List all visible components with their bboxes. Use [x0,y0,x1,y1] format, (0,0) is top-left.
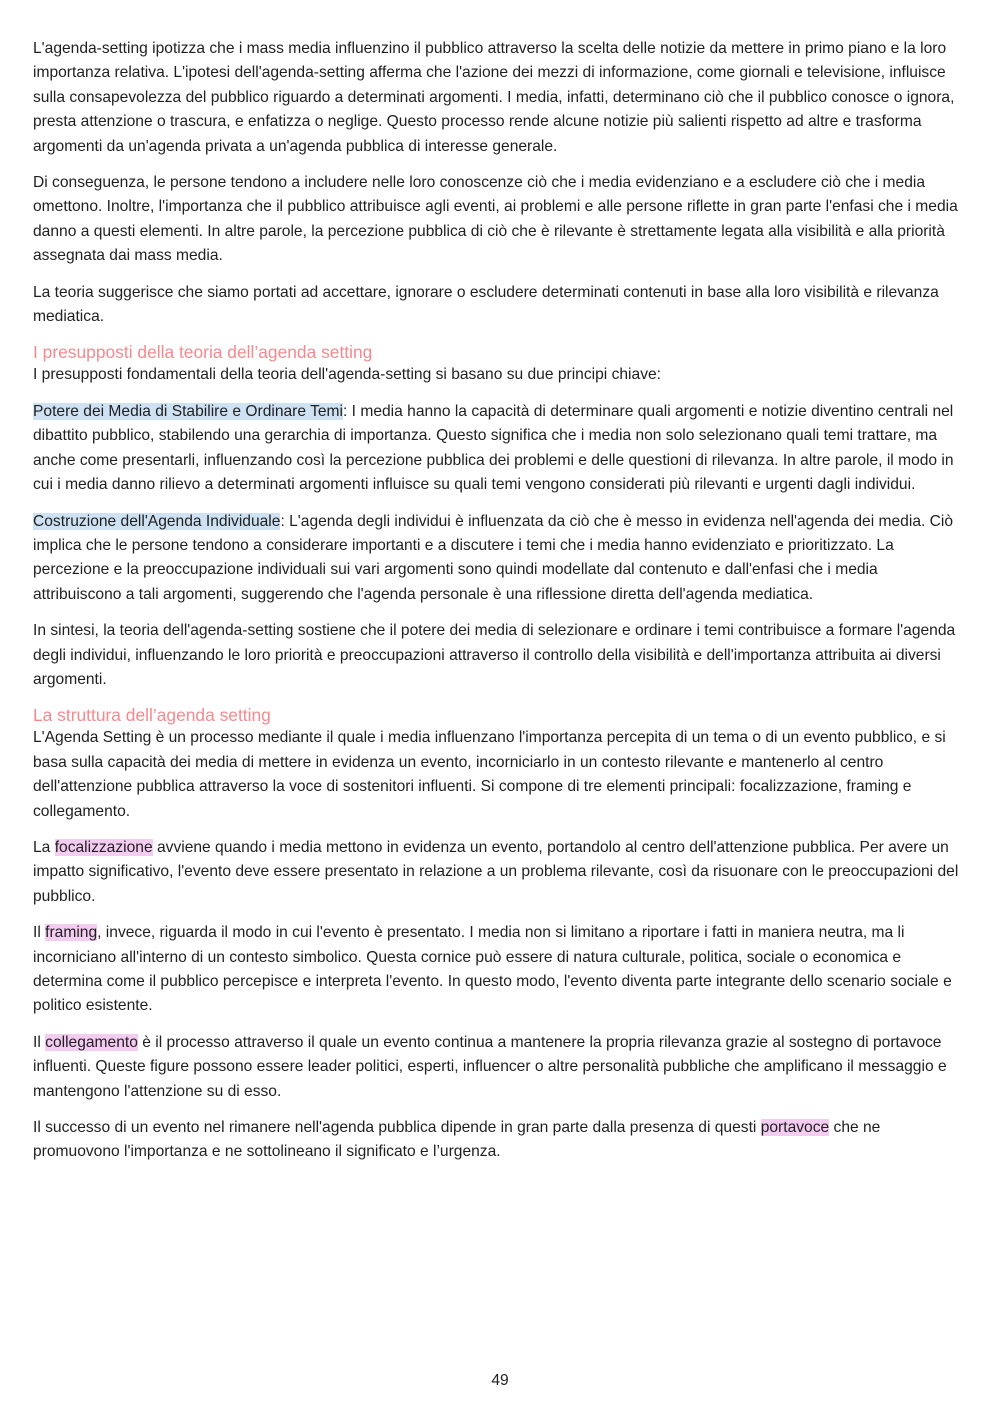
highlighted-term: focalizzazione [54,838,153,856]
principle-paragraph-1 [33,400,968,498]
intro-paragraph-3: La teoria suggerisce che siamo portati ad accettare, ignorare o escludere determinati contenuti in base alla loro visibilità e rilevanza mediatica. [33,283,939,326]
section-intro-presupposti: I presupposti fondamentali della teoria dell'agenda-setting si basano su due principi chiave: [33,366,661,384]
collegamento-paragraph [33,1031,968,1104]
highlighted-term: framing [45,924,98,942]
text-segment: Il [33,1033,46,1051]
text-segment: Il [33,924,46,942]
section-intro-struttura: L'Agenda Setting è un processo mediante il quale i media influenzano l'importanza percepita di un tema o di un evento pubblico, e si basa sulla capacità dei media di mettere in evidenza un evento, incorniciarlo in un contesto rilevante e mantenerlo al centro dell'attenzione pubblica attraverso la voce di sostenitori influenti. Si compone di tre elementi principali: focalizzazione, framing e collegamento. [33,729,946,820]
principle-text: : L'agenda degli individui è influenzata da ciò che è messo in evidenza nell'agenda dei media. Ciò implica che le persone tendono a considerare importanti e a discutere i temi che i media hanno evidenziato e prioritizzato. La percezione e la preoccupazione individuali sui vari argomenti sono quindi modellate dal contenuto e dall'enfasi che i media attribuiscono a tali argomenti, suggerendo che l'agenda personale è una riflessione diretta dell'agenda mediatica. [33,512,954,603]
principle-paragraph-2 [33,510,968,608]
principle-text: : I media hanno la capacità di determinare quali argomenti e notizie diventino centrali nel dibattito pubblico, stabilendo una gerarchia di importanza. Questo significa che i media non solo selezionano quali temi trattare, ma anche come presentarli, influenzando così la percezione pubblica dei problemi e delle questioni di rilevanza. In altre parole, il modo in cui i media danno rilievo a determinati argomenti influisce su quali temi vengono considerati più rilevanti e urgenti dagli individui. [33,402,954,494]
text-segment: La [33,838,55,856]
text-segment: Il successo di un evento nel rimanere nell'agenda pubblica dipende in gran parte dalla presenza di questi [33,1119,761,1137]
text-segment: avviene quando i media mettono in evidenza un evento, portandolo al centro dell'attenzione pubblica. Per avere un impatto significativo, l'evento deve essere presentato in relazione a un problema rilevante, così da risuonare con le preoccupazioni del pubblico. [33,838,959,905]
framing-paragraph [33,921,968,1019]
highlighted-term: Potere dei Media di Stabilire e Ordinare Temi [33,402,344,420]
highlighted-term: collegamento [45,1033,138,1051]
page-number: 49 [491,1372,509,1389]
summary-paragraph: In sintesi, la teoria dell'agenda-setting sostiene che il potere dei media di selezionare e ordinare i temi contribuisce a formare l'agenda degli individui, influenzando le loro priorità e preoccupazioni attraverso il controllo della visibilità e dell'importanza attribuita ai diversi argomenti. [33,622,956,688]
text-segment: è il processo attraverso il quale un evento continua a mantenere la propria rilevanza grazie al sostegno di portavoce influenti. Queste figure possono essere leader politici, esperti, influencer o altre personalità pubbliche che amplificano il messaggio e mantengono l'attenzione su di esso. [33,1033,947,1100]
section-heading-presupposti: I presupposti della teoria dell’agenda setting [33,342,373,363]
closing-paragraph [33,1116,968,1165]
document-page [33,37,968,1177]
intro-paragraph-1: L'agenda-setting ipotizza che i mass media influenzino il pubblico attraverso la scelta delle notizie da mettere in primo piano e la loro importanza relativa. L'ipotesi dell'agenda-setting afferma che l'azione dei mezzi di informazione, come giornali e televisione, influisce sulla consapevolezza del pubblico riguardo a determinati argomenti. I media, infatti, determinano ciò che il pubblico conosce o ignora, presta attenzione o trascura, e enfatizza o neglige. Questo processo rende alcune notizie più salienti rispetto ad altre e trasforma argomenti da un'agenda privata a un'agenda pubblica di interesse generale. [33,40,955,155]
highlighted-term: portavoce [760,1119,830,1137]
focalizzazione-paragraph [33,836,968,909]
intro-paragraph-2: Di conseguenza, le persone tendono a includere nelle loro conoscenze ciò che i media evidenziano e a escludere ciò che i media omettono. Inoltre, l'importanza che il pubblico attribuisce agli eventi, ai problemi e alle persone riflette in gran parte l'enfasi che i media danno a questi elementi. In altre parole, la percezione pubblica di ciò che è rilevante è strettamente legata alla visibilità e alla priorità assegnata dai mass media. [33,174,958,265]
section-heading-struttura: La struttura dell’agenda setting [33,705,271,726]
highlighted-term: Costruzione dell'Agenda Individuale [33,512,281,530]
text-segment: , invece, riguarda il modo in cui l'evento è presentato. I media non si limitano a riportare i fatti in maniera neutra, ma li incorniciano all'interno di un contesto simbolico. Questa cornice può essere di natura culturale, politica, sociale o economica e determina come il pubblico percepisce e interpreta l'evento. In questo modo, l'evento diventa parte integrante dello scenario sociale e politico esistente. [33,924,952,1015]
text-segment: che ne promuovono l'importanza e ne sottolineano il significato e l’urgenza. [33,1119,881,1161]
